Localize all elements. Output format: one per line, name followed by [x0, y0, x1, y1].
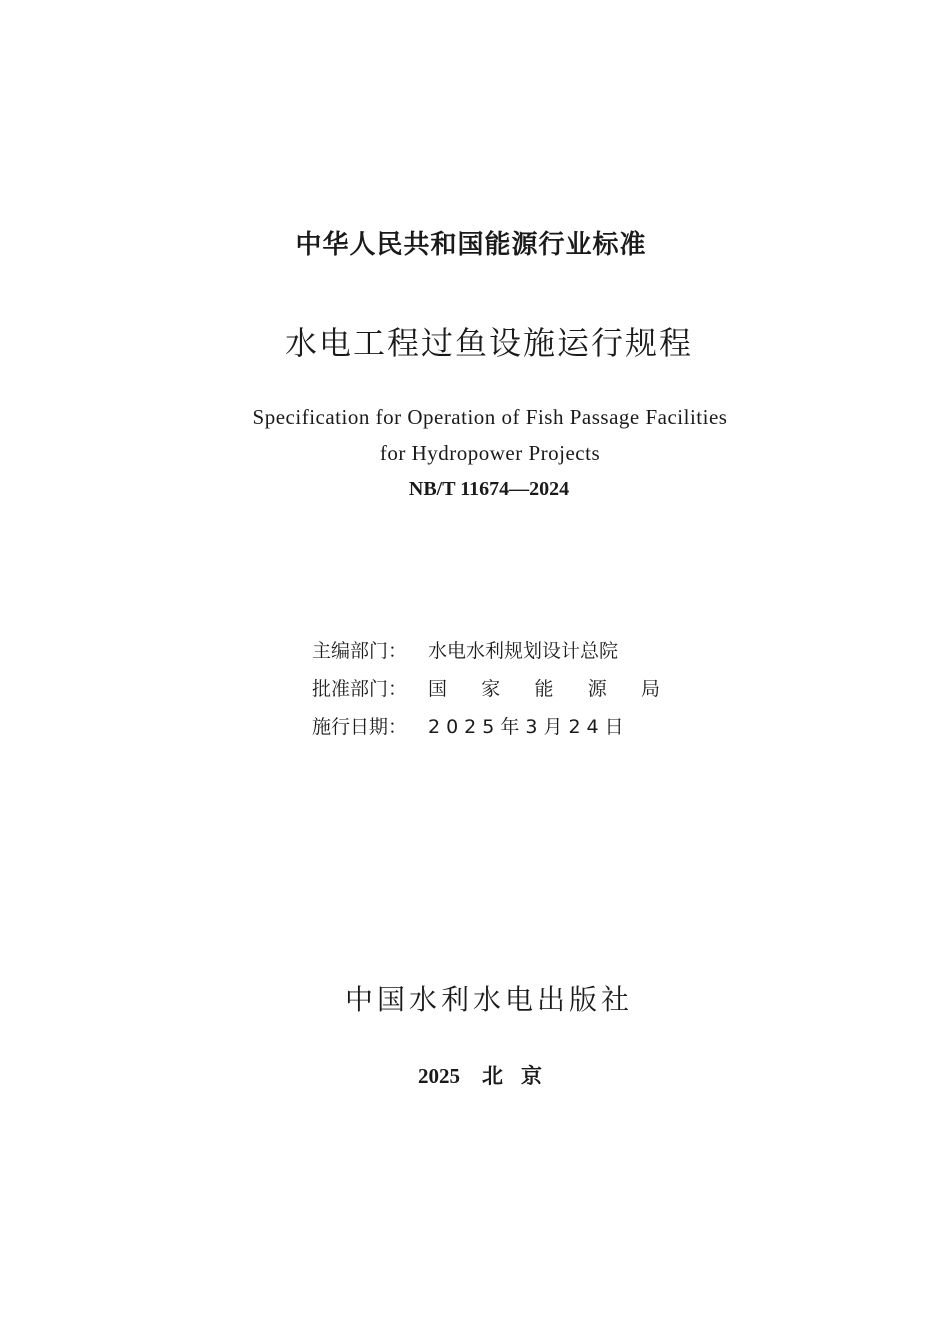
approver-value [428, 674, 660, 701]
standard-code: NB/T 11674—2024 [408, 478, 570, 500]
approver-row [312, 668, 660, 706]
effective-date-row [312, 706, 660, 744]
approver-label: 批准部门： [312, 677, 408, 700]
approver-char: 源 [587, 677, 607, 700]
approver-char: 局 [640, 677, 660, 700]
editor-value: 水电水利规划设计总院 [428, 639, 619, 662]
editor-row [312, 630, 660, 668]
document-title-chinese: 水电工程过鱼设施运行规程 [284, 324, 693, 362]
approver-char: 能 [534, 677, 554, 700]
publication-place [14, 1060, 950, 1090]
publication-info [312, 630, 660, 744]
approver-char: 国 [428, 677, 448, 700]
publication-city: 北京 [482, 1064, 560, 1088]
document-title-english-line2: for Hydropower Projects [379, 441, 601, 465]
document-title-english-line1: Specification for Operation of Fish Passage Facilities [252, 405, 728, 429]
approver-char: 家 [481, 677, 501, 700]
standard-category: 中华人民共和国能源行业标准 [295, 230, 647, 260]
publication-year: 2025 [418, 1064, 460, 1088]
effective-date-label: 施行日期： [312, 715, 408, 738]
publisher-name: 中国水利水电出版社 [344, 983, 633, 1016]
effective-date-value: 2025年3月24日 [428, 715, 630, 738]
editor-label: 主编部门： [312, 639, 408, 662]
